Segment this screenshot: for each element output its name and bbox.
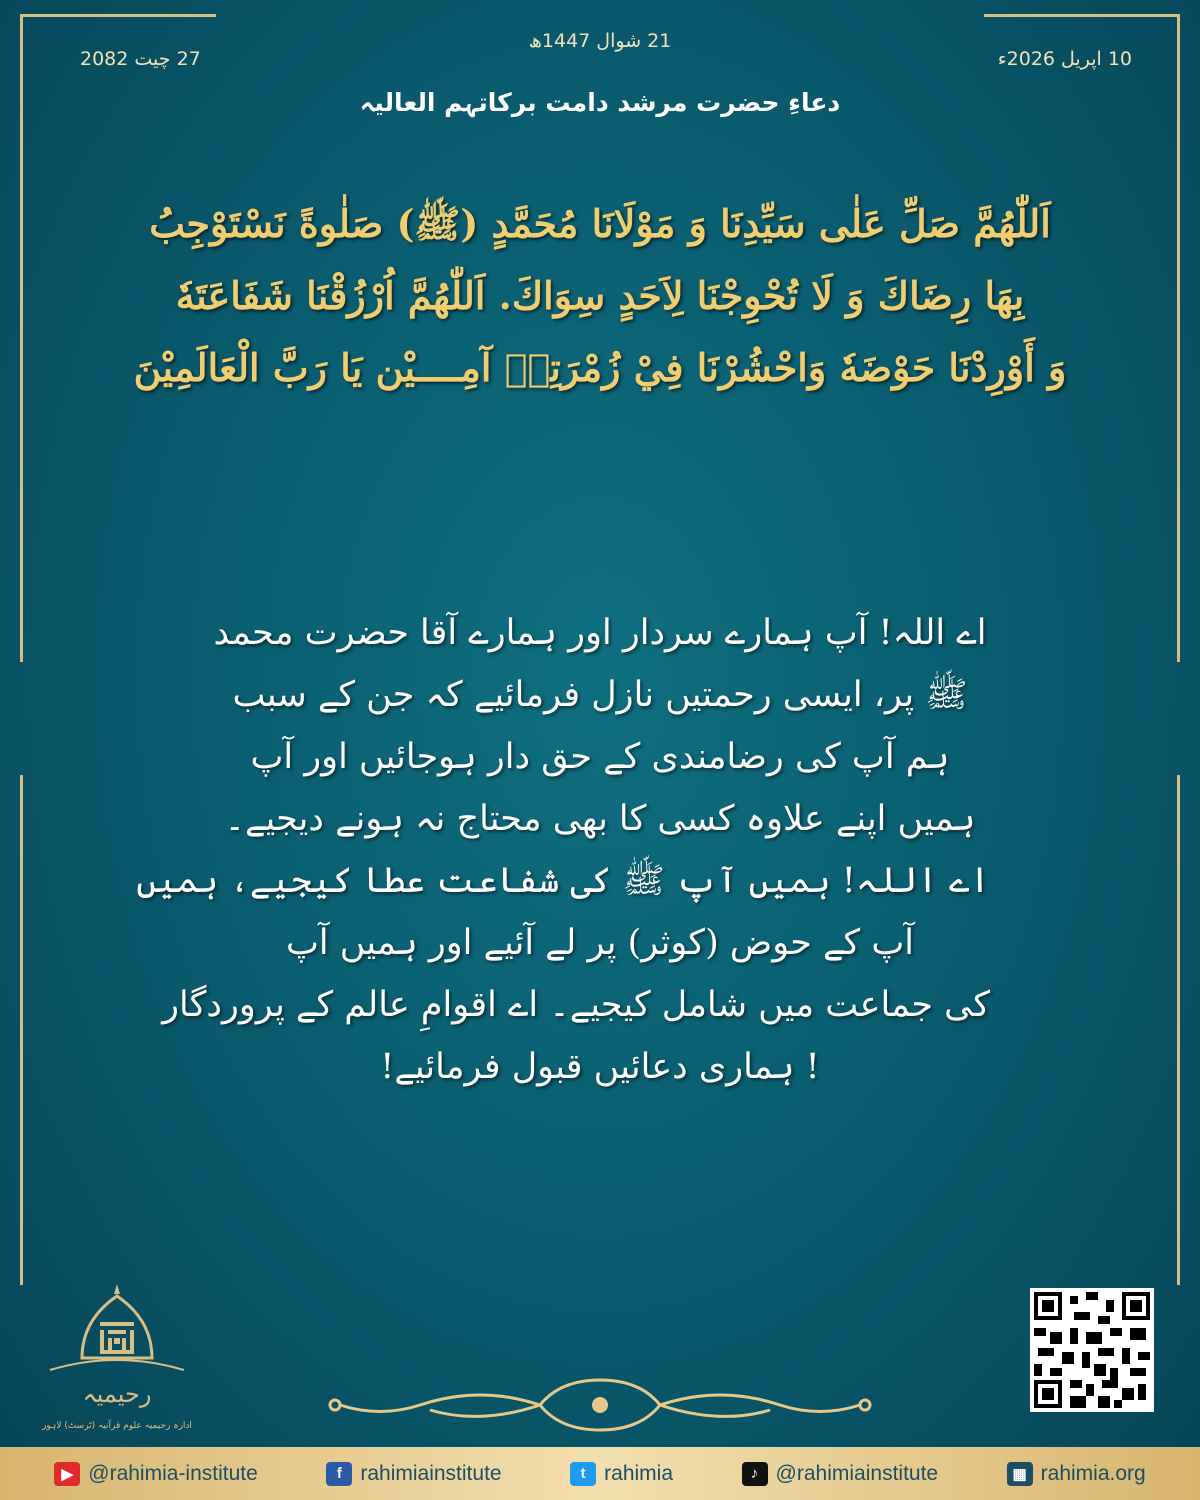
urdu-line: ہمیں اپنے علاوہ کسی کا بھی محتاج نہ ہونے دیجیے۔ bbox=[224, 799, 976, 839]
facebook-link[interactable] bbox=[326, 1462, 501, 1486]
frame-right-bottom bbox=[1177, 775, 1180, 1285]
hijri-date: 21 شوال 1447ھ bbox=[528, 30, 672, 52]
svg-text:رحیمیہ: رحیمیہ bbox=[82, 1380, 152, 1408]
youtube-handle: @rahimia-institute bbox=[88, 1461, 258, 1485]
qr-code-icon bbox=[1034, 1292, 1150, 1408]
arabic-dua bbox=[80, 188, 1120, 404]
website-link[interactable] bbox=[1007, 1462, 1146, 1486]
youtube-link[interactable] bbox=[54, 1462, 258, 1486]
gregorian-date: 10 اپریل 2026ء bbox=[997, 48, 1132, 70]
urdu-translation bbox=[136, 602, 990, 1098]
urdu-line: اے اللہ! ہمیں آپ ﷺ کی شفاعت عطا کیجیے، ہمیں bbox=[136, 861, 990, 901]
urdu-line: ! ہماری دعائیں قبول فرمائیے! bbox=[380, 1047, 820, 1087]
frame-left-bottom bbox=[20, 775, 23, 1285]
logo-emblem-icon bbox=[42, 1280, 192, 1440]
twitter-handle: rahimia bbox=[604, 1461, 673, 1485]
tiktok-handle: @rahimiainstitute bbox=[775, 1461, 939, 1485]
bikrami-date: 27 چیت 2082 bbox=[80, 48, 201, 70]
tiktok-link[interactable] bbox=[742, 1462, 939, 1486]
youtube-icon: ▶ bbox=[54, 1462, 80, 1486]
tiktok-icon: ♪ bbox=[742, 1462, 768, 1486]
social-footer bbox=[0, 1447, 1200, 1500]
arabic-line: بِهَا رِضَاكَ وَ لَا تُحْوِجْنَا لِاَحَدٍ سِوَاكَ. اَللّٰهُمَّ اُرْزُقْنَا شَفَاعَتَهٗ bbox=[175, 273, 1025, 318]
urdu-line: کی جماعت میں شامل کیجیے۔ اے اقوامِ عالم کے پروردگار bbox=[162, 985, 990, 1025]
website-url: rahimia.org bbox=[1040, 1461, 1146, 1485]
frame-top-left bbox=[20, 14, 216, 17]
arabic-line: اَللّٰهُمَّ صَلِّ عَلٰى سَيِّدِنَا وَ مَوْلَانَا مُحَمَّدٍ (ﷺ) صَلٰوةً نَسْتَوْجِبُ bbox=[149, 201, 1051, 246]
arabic-line: وَ أَوْرِدْنَا حَوْضَهٗ وَاحْشُرْنَا فِيْ زُمْرَتِهٖ آمِــــيْن يَا رَبَّ الْعَالَمِيْنَ bbox=[133, 345, 1067, 390]
twitter-link[interactable] bbox=[570, 1462, 673, 1486]
qr-code[interactable] bbox=[1030, 1288, 1154, 1412]
frame-top-right bbox=[984, 14, 1180, 17]
facebook-icon: f bbox=[326, 1462, 352, 1486]
facebook-handle: rahimiainstitute bbox=[360, 1461, 502, 1485]
decorative-ornament bbox=[300, 1370, 900, 1440]
urdu-line: آپ کے حوض (کوثر) پر لے آئیے اور ہمیں آپ bbox=[285, 923, 915, 963]
website-icon: ▦ bbox=[1007, 1462, 1033, 1486]
svg-text:ادارہ رحیمیہ علوم قرآنیہ (ٹرسٹ: ادارہ رحیمیہ علوم قرآنیہ (ٹرسٹ) لاہور bbox=[42, 1421, 192, 1431]
urdu-line: اے اللہ! آپ ہمارے سردار اور ہمارے آقا حضرت محمد bbox=[213, 613, 987, 653]
urdu-line: ہم آپ کی رضامندی کے حق دار ہوجائیں اور آپ bbox=[250, 737, 950, 777]
urdu-line: ﷺ پر، ایسی رحمتیں نازل فرمائیے کہ جن کے سبب bbox=[232, 675, 968, 715]
twitter-icon: t bbox=[570, 1462, 596, 1486]
institute-logo bbox=[42, 1280, 192, 1440]
page-title: دعاءِ حضرت مرشد دامت برکاتہم العالیہ bbox=[359, 88, 841, 117]
